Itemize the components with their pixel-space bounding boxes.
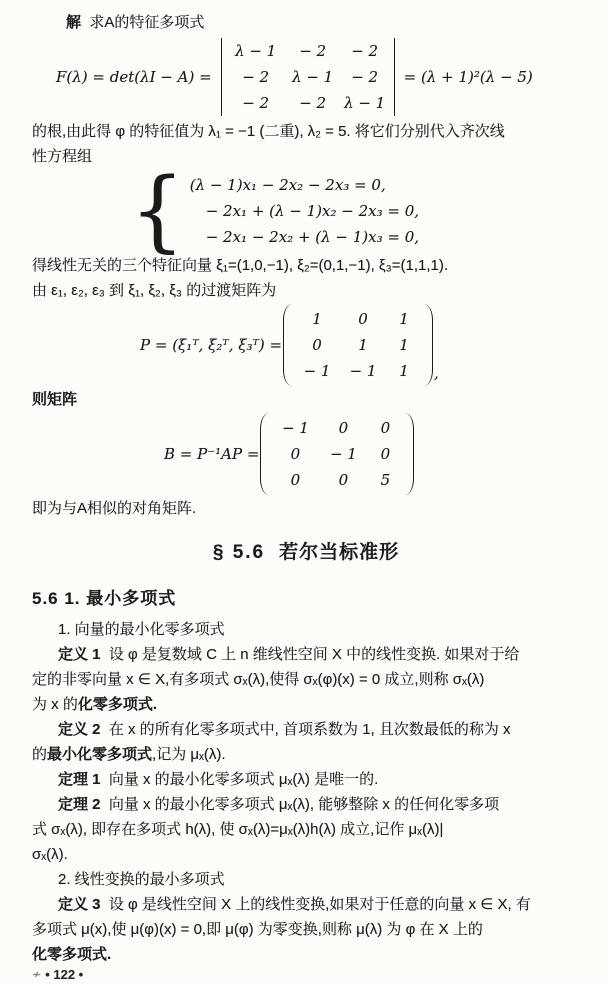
determinant-cells (225, 38, 391, 116)
matrix-cell: − 1 (329, 445, 357, 463)
text-line: 的根,由此得 φ 的特征值为 λ₁ = −1 (二重), λ₂ = 5. 将它们分别代入齐次线 (32, 123, 505, 140)
matrix-cells (294, 306, 422, 384)
matrix-cell: − 1 (349, 362, 377, 380)
definition-text: ,记为 μₓ(λ). (152, 746, 226, 763)
determinant-bar-left (221, 38, 222, 116)
theorem-text: 向量 x 的最小化零多项式 μₓ(λ) 是唯一的. (100, 771, 379, 788)
text-line: 由 ε₁, ε₂, ε₃ 到 ξ₁, ξ₂, ξ₃ 的过渡矩阵为 (32, 282, 277, 299)
diagonal-matrix-equation (164, 415, 580, 493)
matrix-cell: 1 (312, 310, 322, 328)
matrix-cell: 0 (312, 336, 322, 354)
ink-smudge: ≁ (32, 969, 42, 981)
matrix-cell: 1 (399, 336, 409, 354)
matrix-cell: 5 (380, 471, 391, 489)
matrix-cell: 0 (290, 445, 301, 463)
equation-lhs: B = P⁻¹AP = (164, 445, 260, 463)
linear-system-equation (130, 160, 580, 262)
matrix-cell: − 1 (303, 362, 331, 380)
text-line: 得线性无关的三个特征向量 ξ₁=(1,0,−1), ξ₂=(0,1,−1), ξ₃=(1,1,1). (32, 257, 449, 274)
solution-heading (32, 10, 580, 35)
system-brace: { (130, 160, 185, 262)
definition-1-line: 定的非零向量 x ∈ X,有多项式 σₓ(λ),使得 σₓ(φ)(x) = 0 成立,则称 σₓ(λ) (32, 671, 485, 688)
theorem-label: 定理 2 (58, 796, 101, 813)
definition-label: 定义 2 (58, 721, 101, 738)
definition-text: 设 φ 是线性空间 X 上的线性变换,如果对于任意的向量 x ∈ X, 有 (100, 896, 531, 913)
matrix-cells (271, 415, 403, 493)
section-number: § 5.6 (212, 542, 266, 563)
theorem-2-line (32, 792, 580, 817)
matrix-cell: 0 (290, 471, 301, 489)
text-line: 性方程组 (32, 148, 93, 165)
list-item: 1. 向量的最小化零多项式 (58, 621, 225, 638)
definition-3-line (32, 892, 580, 917)
list-item: 2. 线性变换的最小多项式 (58, 871, 225, 888)
matrix-cell: − 2 (351, 68, 379, 86)
matrix-cell: − 1 (281, 419, 309, 437)
paren-right (404, 413, 414, 495)
solution-title: 求A的特征多项式 (81, 14, 205, 31)
definition-label: 定义 1 (58, 646, 101, 663)
equation-line: − 2x₁ − 2x₂ + (λ − 1)x₃ = 0, (205, 228, 420, 246)
definition-text: 的 (32, 746, 48, 763)
matrix-cell: 0 (380, 419, 391, 437)
definition-3-line: 多项式 μ(x),使 μ(φ)(x) = 0,即 μ(φ) 为零变换,则称 μ(λ) 为 φ 在 X 上的 (32, 921, 483, 938)
definition-text: 设 φ 是复数域 C 上 n 维线性空间 X 中的线性变换. 如果对于给 (100, 646, 520, 663)
matrix-cell: λ − 1 (235, 42, 277, 60)
matrix-cell: − 2 (299, 94, 327, 112)
text-line: 即为与A相似的对角矩阵. (32, 500, 197, 517)
definition-3-line: 化零多项式. (32, 946, 112, 963)
matrix-cell: λ − 1 (344, 94, 386, 112)
matrix-cell: 0 (338, 471, 349, 489)
paren-left (283, 304, 293, 386)
equation-line: − 2x₁ + (λ − 1)x₂ − 2x₃ = 0, (205, 202, 420, 220)
equation-lhs: P = (ξ₁ᵀ, ξ₂ᵀ, ξ₃ᵀ) = (140, 336, 283, 354)
theorem-label: 定理 1 (58, 771, 101, 788)
page-number: • 122 • (45, 967, 84, 982)
matrix-cell: 0 (338, 419, 349, 437)
paren-right (423, 304, 433, 386)
definition-2-line (32, 717, 580, 742)
system-lines (190, 172, 419, 250)
determinant (218, 38, 398, 116)
definition-text: 在 x 的所有化零多项式中, 首项系数为 1, 且次数最低的称为 x (100, 721, 511, 738)
equation-tail: , (434, 364, 439, 382)
section-heading (32, 537, 580, 564)
matrix-cell: − 2 (299, 42, 327, 60)
theorem-2-line: 式 σₓ(λ), 即存在多项式 h(λ), 使 σₓ(λ)=μₓ(λ)h(λ) 成立,记作 μₓ(λ)| (32, 821, 444, 838)
matrix-cell: 1 (399, 310, 409, 328)
equation-line: (λ − 1)x₁ − 2x₂ − 2x₃ = 0, (189, 176, 386, 194)
theorem-2-line: σₓ(λ). (32, 846, 68, 863)
determinant-bar-right (394, 38, 395, 116)
theorem-1-line (32, 767, 580, 792)
equation-lhs: F(λ) = det(λI − A) = (56, 68, 212, 86)
matrix-cell: 1 (399, 362, 409, 380)
then-matrix-line: 则矩阵 (32, 391, 78, 408)
page-footer (32, 967, 580, 982)
definition-term: 化零多项式. (77, 696, 158, 713)
section-title: 若尔当标准形 (279, 542, 400, 563)
definition-term: 最小化零多项式 (47, 746, 153, 763)
definition-1-line (32, 692, 580, 717)
solution-label: 解 (66, 14, 82, 31)
definition-1-line (32, 642, 580, 667)
matrix-cell: − 2 (242, 68, 270, 86)
subsection-heading: 5.6 1. 最小多项式 (32, 589, 177, 608)
matrix-cell: − 2 (351, 42, 379, 60)
definition-text: 为 x 的 (32, 696, 78, 713)
matrix-cell: − 2 (242, 94, 270, 112)
paren-left (260, 413, 270, 495)
matrix-cell: 0 (358, 310, 368, 328)
transition-matrix-equation (140, 306, 580, 384)
equation-rhs: = (λ + 1)²(λ − 5) (403, 68, 533, 86)
definition-2-line (32, 742, 580, 767)
theorem-text: 向量 x 的最小化零多项式 μₓ(λ), 能够整除 x 的任何化零多项 (100, 796, 500, 813)
definition-label: 定义 3 (58, 896, 101, 913)
matrix-cell: 1 (358, 336, 368, 354)
characteristic-polynomial-equation (56, 38, 580, 116)
matrix-cell: λ − 1 (292, 68, 334, 86)
matrix-cell: 0 (380, 445, 391, 463)
